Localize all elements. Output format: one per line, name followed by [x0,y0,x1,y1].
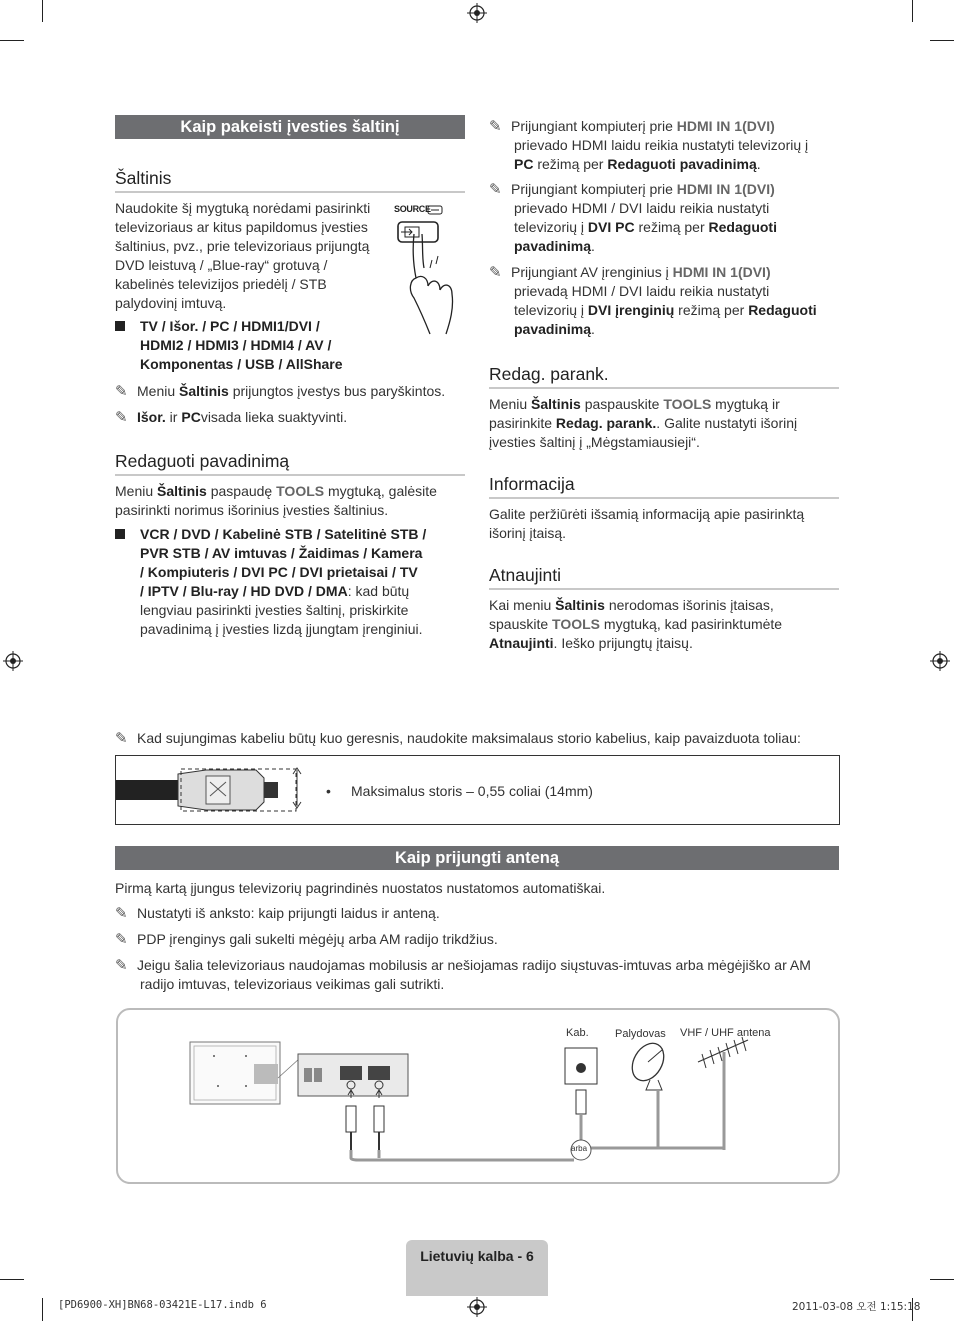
text: Nustatyti iš anksto: kaip prijungti laidus ir anteną. [137,905,440,921]
hand-pressing-button-icon [392,198,467,338]
informacija-paragraph [489,505,839,543]
text: . [591,238,595,254]
cable-plug-icon [116,756,316,824]
crop-mark [42,1298,43,1321]
text-line [489,218,834,237]
text-line: įvesties šaltinį į „Mėgstamiausieji“. [489,434,700,450]
text: režimą per [533,156,608,172]
pencil-note-icon: ✎ [115,905,128,922]
bullet-square-icon [115,321,125,331]
text-line [489,395,839,414]
text: . [591,321,595,337]
text: Redag. parank. [555,415,657,431]
text: TOOLS [663,396,712,412]
text: PC [181,409,201,425]
text: Meniu [489,396,532,412]
antenna-note [115,956,845,994]
text: . Galite nustatyti išorinį [656,415,798,431]
section-title-bar: Kaip prijungti anteną [115,846,839,870]
text: Jeigu šalia televizoriaus naudojamas mobilusis ar nešiojamas radijo siųstuvas-imtuvas arba mėgėjiško ar AM [137,957,811,973]
text: Redaguoti [748,302,817,318]
atnaujinti-paragraph [489,596,839,653]
text: HDMI IN 1(DVI) [676,181,775,197]
text: visada lieka suaktyvinti. [200,409,348,425]
text-line: išorinį įtaisą. [489,525,567,541]
text: Šaltinis [555,597,605,613]
text-line [489,117,834,136]
antenna-connection-diagram [116,1008,840,1184]
source-label: SOURCE [394,204,431,214]
text-line: VCR / DVD / Kabelinė STB / Satelitinė STB / [140,526,427,542]
text: televizorių į [514,219,588,235]
text: spauskite [489,616,553,632]
crop-mark [0,1279,24,1280]
text-line: TV / Išor. / PC / HDMI1/DVI / [140,318,320,334]
cable-note [115,729,845,748]
text: Redaguoti [708,219,777,235]
text: HDMI IN 1(DVI) [676,118,775,134]
text: . Ieško prijungtų įtaisų. [553,635,693,651]
text: / IPTV / Blu-ray / HD DVD / DMA [140,583,348,599]
text: Meniu [137,383,180,399]
text: pavadinimą [514,238,592,254]
text: ir [165,409,182,425]
note-hdmi-dvi-pc [489,180,834,256]
cable-thickness-box [115,755,840,825]
text-line: radijo imtuvas, televizoriaus veikimas gali sutrikti. [140,976,445,992]
text: pavadinimą [514,321,592,337]
text-line: Naudokite šį mygtuką norėdami pasirinkti [115,200,371,216]
pencil-note-icon: ✎ [489,118,502,135]
text: Atnaujinti [489,635,554,651]
text: Kad sujungimas kabeliu būtų kuo geresnis, naudokite maksimalaus storio kabelius, kaip pavaizduota toliau: [137,730,801,746]
text: Redaguoti pavadinimą [607,156,757,172]
text-line: prievadą HDMI / DVI laidu reikia nustatyti [514,283,770,299]
text: Šaltinis [157,483,207,499]
pencil-note-icon: ✎ [115,409,128,426]
registration-mark-icon [3,651,23,671]
label-cable: Kab. [566,1027,589,1039]
text: mygtuką, kad pasirinktumėte [600,616,783,632]
text: prijungtos įvestys bus paryškintos. [228,383,446,399]
antenna-note [115,904,845,923]
text-line: Komponentas / USB / AllShare [140,356,343,372]
source-button-illustration [392,198,467,338]
heading-redaguoti: Redaguoti pavadinimą [115,451,465,476]
note-hdmi-av [489,263,834,339]
pencil-note-icon: ✎ [115,957,128,974]
text: Išor. [137,409,166,425]
text-line: šaltinius, pvz., prie televizoriaus prijungtą [115,238,370,254]
crop-mark [0,40,24,41]
text: nerodomas išorinis įtaisas, [604,597,774,613]
page-label: Lietuvių kalba - 6 [420,1248,534,1264]
text-line: PVR STB / AV imtuvas / Žaidimas / Kamera [140,545,423,561]
text: mygtuką, galėsite [324,483,437,499]
page-number-tab [406,1240,548,1296]
note-hdmi-pc [489,117,834,174]
heading-atnaujinti: Atnaujinti [489,565,839,590]
text-line [489,414,839,433]
text: paspauskite [580,396,664,412]
text: mygtuką ir [711,396,780,412]
note-saltinis-bold [115,382,475,401]
text-line [489,180,834,199]
text: DVI PC [587,219,635,235]
text-line [489,615,839,634]
text: Maksimalus storis – 0,55 coliai (14mm) [351,783,593,799]
text: Šaltinis [531,396,581,412]
pencil-note-icon: ✎ [489,181,502,198]
antenna-note [115,930,845,949]
text-line: pavadinimą į įvesties lizdą įjungtam įrenginiui. [140,621,423,637]
redaguoti-paragraph [115,482,465,520]
text-line [489,237,834,256]
text-line [140,582,470,601]
registration-mark-icon [467,1297,487,1317]
text: režimą per [674,302,749,318]
text: TOOLS [276,483,325,499]
text-line [489,263,834,282]
text: Prijungiant kompiuterį prie [511,118,677,134]
crop-mark [930,40,954,41]
section-title-bar: Kaip pakeisti įvesties šaltinį [115,115,465,139]
source-list [140,317,400,374]
text-line: kabelinės televizijos priedėlį / STB [115,276,327,292]
text-line: palydovinį imtuvą. [115,295,227,311]
text: HDMI IN 1(DVI) [672,264,771,280]
text-line: televizoriaus ar kitus papildomus įvesties [115,219,368,235]
text: PDP įrenginys gali sukelti mėgėjų arba AM radijo trikdžius. [137,931,498,947]
text: Meniu [115,483,158,499]
bullet-square-icon [115,529,125,539]
print-date: 2011-03-08 오전 1:15:18 [792,1301,921,1313]
file-info: [PD6900-XH]BN68-03421E-L17.indb 6 [58,1299,267,1311]
redag-parank-paragraph [489,395,839,452]
text-line [489,301,834,320]
text-line: DVD leistuvą / „Blue-ray“ grotuvą / [115,257,328,273]
registration-mark-icon [467,3,487,23]
device-list [140,525,470,639]
heading-saltinis: Šaltinis [115,168,465,193]
pencil-note-icon: ✎ [115,931,128,948]
saltinis-paragraph [115,199,385,313]
heading-informacija: Informacija [489,474,839,499]
text-line: prievado HDMI laidu reikia nustatyti televizorių į [514,137,809,153]
text-line [489,155,834,174]
text: paspaudę [206,483,277,499]
crop-mark [42,0,43,22]
text: TOOLS [552,616,601,632]
text: . [756,156,761,172]
label-or: arba [571,1144,588,1153]
text: televizorių į [514,302,588,318]
registration-mark-icon [930,651,950,671]
text: : kad būtų [347,583,410,599]
text: Prijungiant AV įrenginius į [511,264,673,280]
text-line: HDMI2 / HDMI3 / HDMI4 / AV / [140,337,332,353]
text-line [115,482,465,501]
pencil-note-icon: ✎ [115,730,128,747]
text: Šaltinis [179,383,229,399]
text-line [489,634,839,653]
text: Kai meniu [489,597,556,613]
text-line: / Kompiuteris / DVI PC / DVI prietaisai / TV [140,564,418,580]
text: PC [514,156,534,172]
pencil-note-icon: ✎ [115,383,128,400]
text: Prijungiant kompiuterį prie [511,181,677,197]
antenna-intro: Pirmą kartą įjungus televizorių pagrindinės nuostatos nustatomos automatiškai. [115,880,606,896]
text-line: prievado HDMI / DVI laidu reikia nustatyti [514,200,770,216]
heading-redag-parank: Redag. parank. [489,364,839,389]
text-line [489,320,834,339]
pencil-note-icon: ✎ [489,264,502,281]
crop-mark [930,1279,954,1280]
text: DVI įrenginių [587,302,675,318]
text: režimą per [634,219,709,235]
crop-mark [912,0,913,22]
text-line: lengviau pasirinkti įvesties šaltinį, priskirkite [140,602,409,618]
label-satellite: Palydovas [615,1028,666,1040]
text-line: Galite peržiūrėti išsamią informaciją apie pasirinktą [489,506,805,522]
text-line: pasirinkti norimus išorinius įvesties šaltinius. [115,502,389,518]
text: pasirinkite [489,415,556,431]
text-line [115,956,845,975]
text-line [489,596,839,615]
cable-max-bullet: • Maksimalus storis – 0,55 coliai (14mm) [326,783,593,799]
label-vhf-uhf: VHF / UHF antena [680,1027,771,1039]
note-isor-pc [115,408,475,427]
